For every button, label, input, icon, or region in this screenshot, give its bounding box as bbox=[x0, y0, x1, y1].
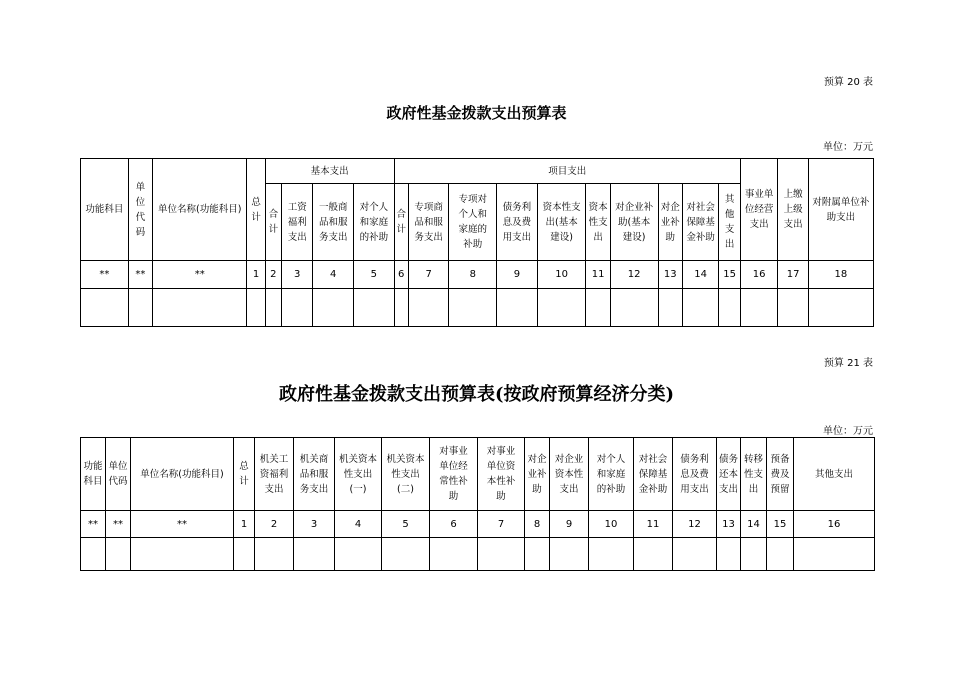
col-number: 12 bbox=[610, 261, 658, 289]
cell-name: ** bbox=[153, 261, 247, 289]
col-number: 17 bbox=[778, 261, 808, 289]
header-proj-social: 对社会 保障基 金补助 bbox=[682, 184, 719, 261]
unit-label: 单位：万元 bbox=[823, 142, 873, 153]
col-number: 2 bbox=[265, 261, 281, 289]
header-name: 单位名称(功能科目) bbox=[131, 438, 234, 511]
table-row bbox=[81, 289, 874, 327]
header-total: 总 计 bbox=[234, 438, 255, 511]
header-basic-wage: 工资 福利 支出 bbox=[281, 184, 312, 261]
header-biz: 事业单 位经营 支出 bbox=[740, 159, 778, 261]
col-number: 6 bbox=[394, 261, 408, 289]
col-number: 10 bbox=[537, 261, 586, 289]
col-number: 7 bbox=[478, 511, 525, 538]
col-number: 1 bbox=[247, 261, 265, 289]
header-sub: 对附属单位补 助支出 bbox=[808, 159, 873, 261]
col-number: 8 bbox=[449, 261, 497, 289]
col-number: 8 bbox=[525, 511, 550, 538]
header-proj-goods: 专项商 品和服 务支出 bbox=[408, 184, 449, 261]
cell-func: ** bbox=[81, 261, 129, 289]
col-number: 14 bbox=[682, 261, 719, 289]
col-number: 16 bbox=[794, 511, 875, 538]
header-basic-goods: 一般商 品和服 务支出 bbox=[313, 184, 354, 261]
header-proj-other: 其 他 支 出 bbox=[719, 184, 740, 261]
header-c2: 机关商 品和服 务支出 bbox=[294, 438, 335, 511]
header-name: 单位名称(功能科目) bbox=[153, 159, 247, 261]
cell-code: ** bbox=[128, 261, 152, 289]
header-c6: 对事业 单位资 本性补 助 bbox=[478, 438, 525, 511]
header-upper: 上缴 上级 支出 bbox=[778, 159, 808, 261]
header-c10: 对社会 保障基 金补助 bbox=[634, 438, 673, 511]
col-number: 14 bbox=[741, 511, 767, 538]
col-number: 1 bbox=[234, 511, 255, 538]
header-func: 功能科目 bbox=[81, 159, 129, 261]
unit-label: 单位：万元 bbox=[823, 426, 873, 437]
col-number: 7 bbox=[408, 261, 449, 289]
page-title: 政府性基金拨款支出预算表(按政府预算经济分类) bbox=[278, 384, 675, 405]
col-number: 16 bbox=[740, 261, 778, 289]
col-number: 4 bbox=[313, 261, 354, 289]
header-basic-group: 基本支出 bbox=[265, 159, 394, 184]
header-c9: 对个人 和家庭 的补助 bbox=[589, 438, 634, 511]
header-func: 功能 科目 bbox=[81, 438, 106, 511]
header-c12: 债务 还本 支出 bbox=[717, 438, 741, 511]
col-number: 9 bbox=[550, 511, 589, 538]
header-proj-personal: 专项对 个人和 家庭的 补助 bbox=[449, 184, 497, 261]
header-c1: 机关工 资福利 支出 bbox=[255, 438, 294, 511]
col-number: 15 bbox=[719, 261, 740, 289]
header-proj-debt: 债务利 息及费 用支出 bbox=[497, 184, 538, 261]
budget-table-1 bbox=[80, 158, 874, 327]
table-row bbox=[81, 538, 875, 571]
col-number: 5 bbox=[382, 511, 430, 538]
col-number: 15 bbox=[767, 511, 794, 538]
header-c7: 对企 业补 助 bbox=[525, 438, 550, 511]
col-number: 2 bbox=[255, 511, 294, 538]
col-number: 18 bbox=[808, 261, 873, 289]
header-c14: 预备 费及 预留 bbox=[767, 438, 794, 511]
header-c13: 转移 性支 出 bbox=[741, 438, 767, 511]
header-proj-ent: 对企业补 助(基本 建设) bbox=[610, 184, 658, 261]
col-number: 5 bbox=[354, 261, 395, 289]
header-c11: 债务利 息及费 用支出 bbox=[673, 438, 717, 511]
header-project-group: 项目支出 bbox=[394, 159, 740, 184]
header-proj-capital: 资本性支 出(基本 建设) bbox=[537, 184, 586, 261]
col-number: 13 bbox=[658, 261, 682, 289]
header-c5: 对事业 单位经 常性补 助 bbox=[430, 438, 478, 511]
col-number: 10 bbox=[589, 511, 634, 538]
header-proj-capital2: 资本 性支 出 bbox=[586, 184, 610, 261]
col-number: 4 bbox=[335, 511, 382, 538]
header-c3: 机关资本 性支出 (一) bbox=[335, 438, 382, 511]
cell-func: ** bbox=[81, 511, 106, 538]
header-c4: 机关资本 性支出 (二) bbox=[382, 438, 430, 511]
page-title: 政府性基金拨款支出预算表 bbox=[386, 104, 567, 122]
header-proj-total: 合 计 bbox=[394, 184, 408, 261]
cell-name: ** bbox=[131, 511, 234, 538]
header-basic-total: 合 计 bbox=[265, 184, 281, 261]
col-number: 6 bbox=[430, 511, 478, 538]
col-number: 13 bbox=[717, 511, 741, 538]
col-number: 11 bbox=[634, 511, 673, 538]
col-number: 3 bbox=[294, 511, 335, 538]
header-code: 单位 代码 bbox=[106, 438, 131, 511]
header-code: 单 位 代 码 bbox=[128, 159, 152, 261]
header-basic-personal: 对个人 和家庭 的补助 bbox=[354, 184, 395, 261]
table-number: 预算 20 表 bbox=[823, 77, 873, 88]
header-c15: 其他支出 bbox=[794, 438, 875, 511]
cell-code: ** bbox=[106, 511, 131, 538]
col-number: 12 bbox=[673, 511, 717, 538]
header-total: 总 计 bbox=[247, 159, 265, 261]
col-number: 11 bbox=[586, 261, 610, 289]
budget-table-2 bbox=[80, 437, 875, 571]
col-number: 3 bbox=[281, 261, 312, 289]
header-c8: 对企业 资本性 支出 bbox=[550, 438, 589, 511]
table-number: 预算 21 表 bbox=[823, 358, 873, 369]
col-number: 9 bbox=[497, 261, 538, 289]
header-proj-ent2: 对企 业补 助 bbox=[658, 184, 682, 261]
